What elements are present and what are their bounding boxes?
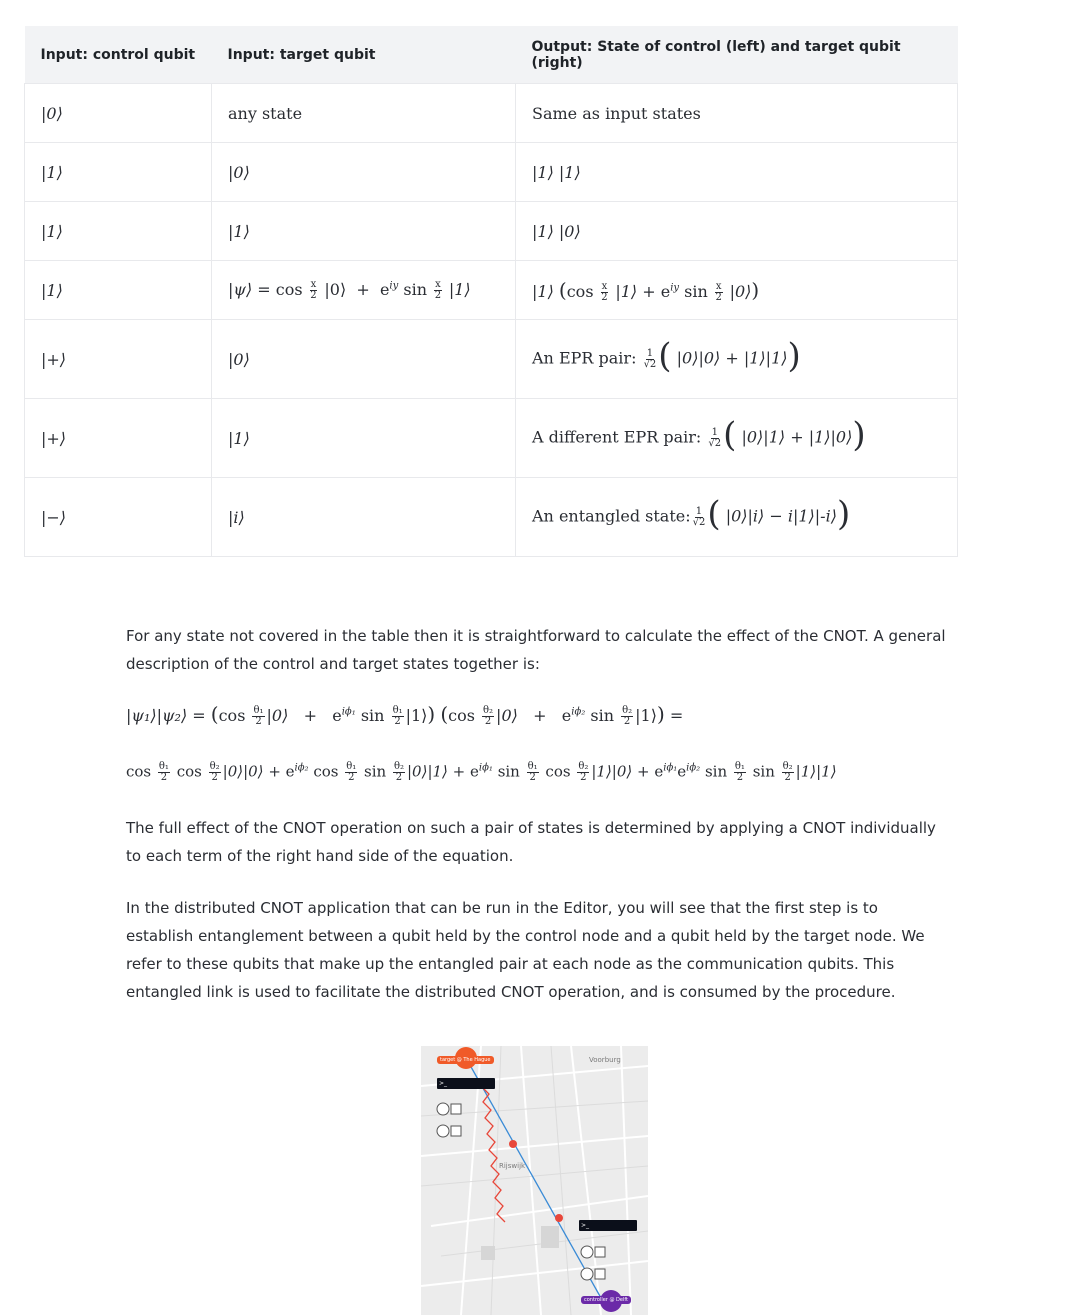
cnot-truth-table xyxy=(24,26,958,557)
equation-product-state: |ψ₁⟩|ψ₂⟩ = (cos $\frac{\text{θ₁}}{2}$ |0⟩ + $e^{i\phi_1}$ sin $\frac{\text{θ₁}}{2}$ |1⟩) (cos $\frac{\text{θ₂}}{2}$ |0⟩ + $e^{i\phi_2}$ sin $\frac{\text{θ₂}}{2}$ |1⟩) = xyxy=(126,702,684,727)
paragraph-general-description: For any state not covered in the table then it is straightforward to calculate the effect of the CNOT. A general description of the control and target states together is: xyxy=(126,627,946,673)
target-terminal: >_ xyxy=(437,1078,495,1089)
cell-control: |1⟩ xyxy=(25,143,212,202)
output-body: |0⟩|i⟩ − i|1⟩|-i⟩ xyxy=(725,506,837,526)
cell-output: |1⟩ |1⟩ xyxy=(516,143,958,202)
cell-target: |1⟩ xyxy=(212,202,516,261)
formula-psi: |ψ⟩ xyxy=(228,279,253,299)
output-body: |0⟩|0⟩ + |1⟩|1⟩ xyxy=(676,348,788,368)
target-node-label: target @ The Hague xyxy=(437,1056,494,1064)
equation-expansion: cos $\frac{\text{θ₁}}{2}$ cos $\frac{\text{θ₂}}{2}$ |0⟩|0⟩ + $e^{i\phi_2}$ cos $\frac{\text{θ₁}}{2}$ sin $\frac{\text{θ₂}}{2}$ |0⟩|1⟩ + $e^{i\phi_1}$ sin $\frac{\text{θ₁}}{2}$ cos $\frac{\text{θ₂}}{2}$ |1⟩|0⟩ + $e^{i\phi_1}e^{i\phi_2}$ sin $\frac{\text{θ₁}}{2}$ sin $\frac{\text{θ₂}}{2}$ |1⟩|1⟩ xyxy=(126,761,837,783)
cell-target: |1⟩ xyxy=(212,399,516,478)
cell-output: |1⟩ |0⟩ xyxy=(516,202,958,261)
fraction-1-sqrt2: $\frac{1}{√2}$ xyxy=(708,426,722,449)
place-voorburg: Voorburg xyxy=(589,1056,621,1064)
table-row xyxy=(25,478,958,557)
place-rijswijk: Rijswijk xyxy=(499,1162,526,1170)
output-prefix: An entangled state: xyxy=(532,506,691,526)
cell-control: |1⟩ xyxy=(25,261,212,320)
header-control: Input: control qubit xyxy=(25,26,212,84)
cell-output-epr: An EPR pair: $\frac{1}{√2}$ ( |0⟩|0⟩ + |1⟩|1⟩) xyxy=(516,320,958,399)
cell-output: Same as input states xyxy=(516,84,958,143)
cell-output-epr: A different EPR pair: $\frac{1}{√2}$ ( |0⟩|1⟩ + |1⟩|0⟩) xyxy=(516,399,958,478)
output-prefix: A different EPR pair: xyxy=(532,427,702,447)
equation-lhs: |ψ₁⟩|ψ₂⟩ = xyxy=(126,706,206,725)
header-output: Output: State of control (left) and target qubit (right) xyxy=(516,26,958,84)
fraction-1-sqrt2: $\frac{1}{√2}$ xyxy=(692,505,706,528)
cell-target-formula: |ψ⟩ = cos $\frac{x}{2}$ |0⟩ + $e^{iy}$ sin $\frac{x}{2}$ |1⟩ xyxy=(212,261,516,320)
header-target: Input: target qubit xyxy=(212,26,516,84)
cell-control: |1⟩ xyxy=(25,202,212,261)
table-row xyxy=(25,320,958,399)
cell-target: |i⟩ xyxy=(212,478,516,557)
cell-control: |0⟩ xyxy=(25,84,212,143)
cell-target: |0⟩ xyxy=(212,143,516,202)
table-row xyxy=(25,399,958,478)
fraction-1-sqrt2: $\frac{1}{√2}$ xyxy=(643,347,657,370)
cell-control: |+⟩ xyxy=(25,399,212,478)
table-row xyxy=(25,261,958,320)
cell-output-entangled: An entangled state: $\frac{1}{√2}$ ( |0⟩|i⟩ − i|1⟩|-i⟩) xyxy=(516,478,958,557)
cell-target: any state xyxy=(212,84,516,143)
cell-output-formula: |1⟩ (cos $\frac{x}{2}$ |1⟩ + $e^{iy}$ sin $\frac{x}{2}$ |0⟩) xyxy=(516,261,958,320)
output-body: |0⟩|1⟩ + |1⟩|0⟩ xyxy=(741,427,853,447)
fraction-x-2: $\frac{x}{2}$ xyxy=(434,278,442,301)
table-row xyxy=(25,143,958,202)
fraction-x-2: $\frac{x}{2}$ xyxy=(310,278,317,301)
paragraph-full-effect: The full effect of the CNOT operation on such a pair of states is determined by applying a CNOT individually to each term of the right hand side of the equation. xyxy=(126,819,936,865)
network-map-image xyxy=(421,1046,648,1315)
controller-terminal: >_ xyxy=(579,1220,637,1231)
output-prefix: An EPR pair: xyxy=(532,348,637,368)
cell-target: |0⟩ xyxy=(212,320,516,399)
table-row xyxy=(25,84,958,143)
cell-control: |−⟩ xyxy=(25,478,212,557)
table-row xyxy=(25,202,958,261)
table-header-row xyxy=(25,26,958,84)
controller-node-label: controller @ Delft xyxy=(581,1296,631,1304)
paragraph-distributed-cnot: In the distributed CNOT application that can be run in the Editor, you will see that the first step is to establish entanglement between a qubit held by the control node and a qubit held by the target node. We refer to these qubits that make up the entangled pair at each node as the communication qubits. This entangled link is used to facilitate the distributed CNOT operation, and is consumed by the procedure. xyxy=(126,899,925,1001)
cell-control: |+⟩ xyxy=(25,320,212,399)
